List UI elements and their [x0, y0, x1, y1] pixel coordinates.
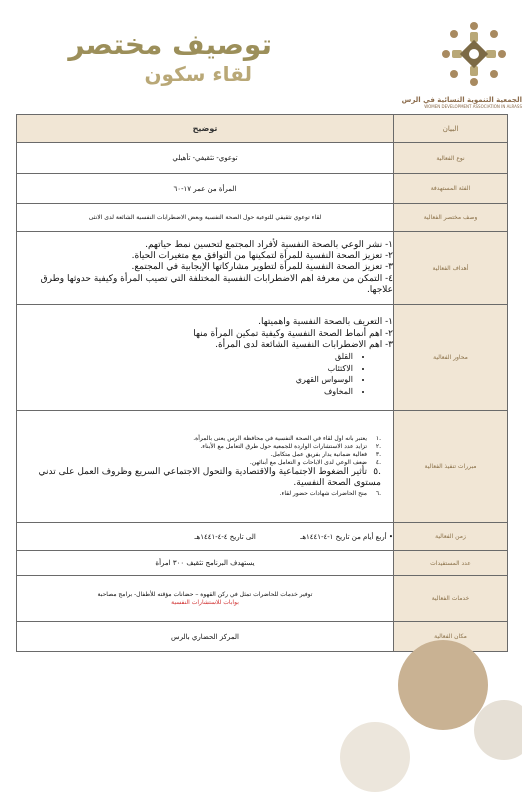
table-row: [17, 204, 508, 232]
topic-item: ٢- اهم أنماط الصحة النفسية وكيفية تمكين المرأة منها: [193, 328, 393, 339]
row-label: نوع الفعالية: [394, 143, 508, 174]
row-value: [17, 523, 394, 551]
page-title: توصيف مختصر: [68, 28, 272, 61]
disorder-item: • الاكتئاب: [17, 363, 353, 375]
page-subtitle: لقاء سكون: [144, 62, 252, 86]
table-row: [17, 411, 508, 523]
row-value: لقاء توعوي تثقيفي للتوعية حول الصحة النفسية وبعض الاضطرابات النفسية الشائعة لدى الانثى: [17, 204, 394, 232]
row-label: مكان الفعالية: [394, 622, 508, 652]
justification-item: .٦منح الحاضرات شهادات حضور لقاء.: [279, 489, 381, 497]
topics-list: [17, 305, 394, 411]
justification-item: .٣فعالية ضمانية يدار بفريق عمل متكامل.: [270, 450, 381, 458]
row-value: [17, 576, 394, 622]
table-row: [17, 143, 508, 174]
goal-item: ١- نشر الوعي بالصحة النفسية لأفراد المجتمع لتحسين نمط حياتهم.: [145, 239, 393, 250]
row-value: يستهدف البرنامج تثقيف ٣٠٠ امرأة: [17, 551, 394, 576]
row-label: أهداف الفعالية: [394, 232, 508, 305]
table-row: [17, 551, 508, 576]
justification-list: [17, 411, 394, 523]
row-value: المركز الحضاري بالرس: [17, 622, 394, 652]
association-logo: [438, 18, 510, 90]
disorder-item: • المخاوف: [17, 386, 353, 398]
goal-item: ٣- تعزيز الصحة النفسية للمرأة لتطوير مشاركاتها الإيجابية في المجتمع.: [131, 262, 393, 273]
services-text: توفير خدمات للحاضرات تمثل في ركن القهوة – حضانات مؤقته للأطفال- برامج مصاحبة: [97, 591, 313, 598]
row-label: الفئة المستهدفة: [394, 174, 508, 204]
row-label: محاور الفعالية: [394, 305, 508, 411]
row-value: المرأة من عمر ١٧-٦٠: [17, 174, 394, 204]
goals-list: [17, 232, 394, 305]
disorders-list: [17, 351, 393, 397]
table-header-row: [17, 115, 508, 143]
justification-item: .١يعتبر بانه اول لقاء في الصحة النفسية في محافظة الرس يعنى بالمرأة.: [193, 435, 381, 443]
table-row: [17, 576, 508, 622]
org-name-english: WOMEN DEVELOPMENT ASSOCIATION IN ALRASS: [424, 104, 522, 109]
row-label: زمن الفعالية: [394, 523, 508, 551]
table-row: [17, 305, 508, 411]
time-to: الى تاريخ ٤-٤-١٤٤١هـ: [194, 532, 256, 541]
org-name-arabic: الجمعية التنموية النسائية في الرس: [401, 96, 522, 104]
row-label: وصف مختصر الفعالية: [394, 204, 508, 232]
decorative-circle: [398, 640, 488, 730]
table-row: [17, 523, 508, 551]
time-from: أربع أيام من تاريخ ١-٤-١٤٤١هـ: [300, 532, 387, 541]
table-row: [17, 174, 508, 204]
justification-item: .٥تأثير الضغوط الاجتماعية والاقتصادية والتحول الاجتماعي السريع وظروف العمل على تدني مستوى الصحة النفسية.: [38, 466, 381, 489]
disorder-item: • القلق: [17, 351, 353, 363]
bullet-icon: •: [388, 532, 393, 541]
org-name: [401, 96, 522, 109]
goal-item: ٢- تعزيز الصحة النفسية للمرأة لتمكينها من التوافق مع متغيرات الحياة.: [131, 251, 393, 262]
services-highlight: بوابات للاستشارات النفسية: [171, 598, 239, 606]
row-value: توعوي- تثقيفي- تأهيلي: [17, 143, 394, 174]
header-label-cell: البيان: [394, 115, 508, 143]
disorder-item: • الوسواس القهري: [17, 374, 353, 386]
goal-item: ٤- التمكن من معرفة اهم الاضطرابات النفسية المختلفة التي تصيب المرأة وكيفية حدوثها وطرق علاجها.: [40, 273, 393, 295]
row-label: عدد المستفيدات: [394, 551, 508, 576]
header-value-cell: توضيح: [17, 115, 394, 143]
justification-item: .٢تزايد عدد الاستشارات الواردة للجمعية حول طرق التعامل مع الأبناء.: [200, 443, 381, 451]
activity-table: [16, 114, 508, 652]
topic-item: ١- التعريف بالصحة النفسية واهميتها.: [258, 317, 393, 328]
row-label: مبررات تنفيذ الفعالية: [394, 411, 508, 523]
decorative-circle: [474, 700, 522, 760]
row-label: خدمات الفعالية: [394, 576, 508, 622]
justification-item: .٤ضعف الوعي لدى الاباحات و التعامل مع أبنائهن.: [249, 458, 381, 466]
topic-item: ٣- اهم الاضطرابات النفسية الشائعة لدى المرأة.: [215, 339, 393, 350]
table-row: [17, 232, 508, 305]
decorative-circle: [340, 722, 410, 792]
